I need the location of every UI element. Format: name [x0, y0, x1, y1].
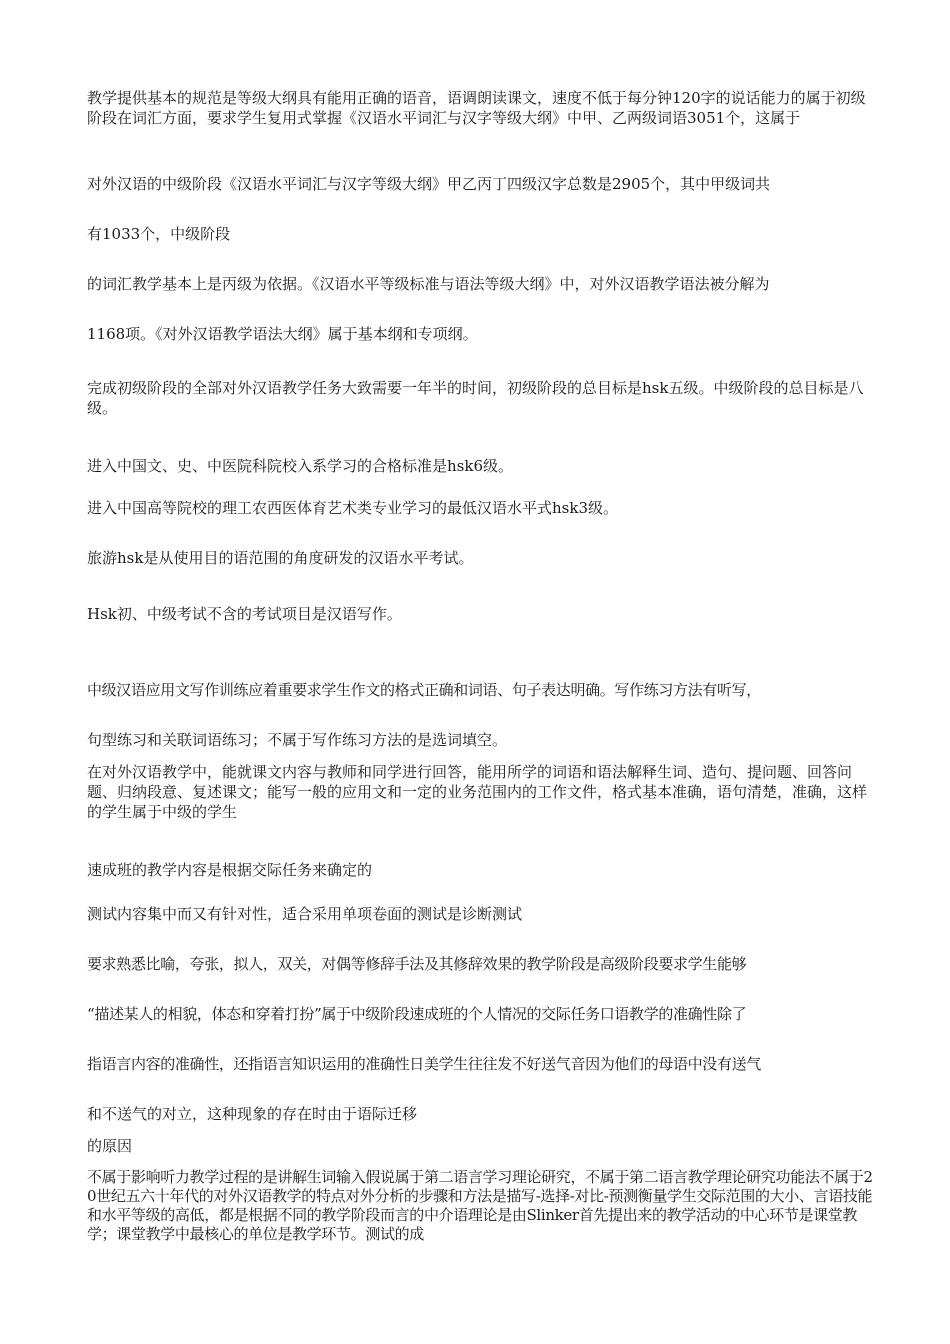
paragraph-18: 指语言内容的准确性，还指语言知识运用的准确性日美学生往往发不好送气音因为他们的母语中没有送气: [87, 1055, 761, 1073]
paragraph-7: 进入中国文、史、中医院科院校入系学习的合格标准是hsk6级。: [87, 457, 513, 475]
paragraph-17: “描述某人的相貌，体态和穿着打扮”属于中级阶段速成班的个人情况的交际任务口语教学的准确性除了: [87, 1005, 747, 1023]
paragraph-14: 速成班的教学内容是根据交际任务来确定的: [87, 861, 373, 879]
paragraph-3: 有1033个，中级阶段: [87, 225, 231, 243]
paragraph-11: 中级汉语应用文写作训练应着重要求学生作文的格式正确和词语、句子表达明确。写作练习方法有听写，: [87, 681, 761, 699]
paragraph-21: 不属于影响听力教学过程的是讲解生词输入假说属于第二语言学习理论研究，不属于第二语言教学理论研究功能法不属于20世纪五六十年代的对外汉语教学的特点对外分析的步骤和方法是描写-选择-对比-预测衡量学生交际范围的大小、言语技能和水平等级的高低，都是根据不同的教学阶段而言的中介语理论是由Slinker首先提出来的教学活动的中心环节是课堂教学；课堂教学中最核心的单位是教学环节。测试的成: [87, 1168, 873, 1243]
paragraph-9: 旅游hsk是从使用目的语范围的角度研发的汉语水平考试。: [87, 549, 474, 567]
paragraph-12: 句型练习和关联词语练习；不属于写作练习方法的是选词填空。: [87, 731, 508, 749]
paragraph-19: 和不送气的对立，这种现象的存在时由于语际迁移: [87, 1105, 418, 1123]
paragraph-16: 要求熟悉比喻，夸张，拟人，双关，对偶等修辞手法及其修辞效果的教学阶段是高级阶段要求学生能够: [87, 955, 747, 973]
paragraph-8: 进入中国高等院校的理工农西医体育艺术类专业学习的最低汉语水平式hsk3级。: [87, 499, 618, 517]
paragraph-15: 测试内容集中而又有针对性，适合采用单项卷面的测试是诊断测试: [87, 905, 523, 923]
paragraph-1: 教学提供基本的规范是等级大纲具有能用正确的语音，语调朗读课文，速度不低于每分钟120字的说话能力的属于初级阶段在词汇方面，要求学生复用式掌握《汉语水平词汇与汉字等级大纲》中甲、乙两级词语3051个，这属于: [87, 89, 866, 127]
paragraph-5: 1168项。《对外汉语教学语法大纲》属于基本纲和专项纲。: [87, 325, 478, 343]
paragraph-10: Hsk初、中级考试不含的考试项目是汉语写作。: [87, 605, 402, 623]
paragraph-6: 完成初级阶段的全部对外汉语教学任务大致需要一年半的时间，初级阶段的总目标是hsk五级。中级阶段的总目标是八级。: [87, 379, 864, 417]
paragraph-4: 的词汇教学基本上是丙级为依据。《汉语水平等级标准与语法等级大纲》中，对外汉语教学语法被分解为: [87, 275, 770, 293]
paragraph-13: 在对外汉语教学中，能就课文内容与教师和同学进行回答，能用所学的词语和语法解释生词、造句、提问题、回答问题、归纳段意、复述课文；能写一般的应用文和一定的业务范围内的工作文件，格式基本准确，语句清楚，准确，这样的学生属于中级的学生: [87, 763, 868, 821]
paragraph-20: 的原因: [87, 1137, 133, 1155]
paragraph-2: 对外汉语的中级阶段《汉语水平词汇与汉字等级大纲》甲乙丙丁四级汉字总数是2905个，其中甲级词共: [87, 175, 771, 193]
